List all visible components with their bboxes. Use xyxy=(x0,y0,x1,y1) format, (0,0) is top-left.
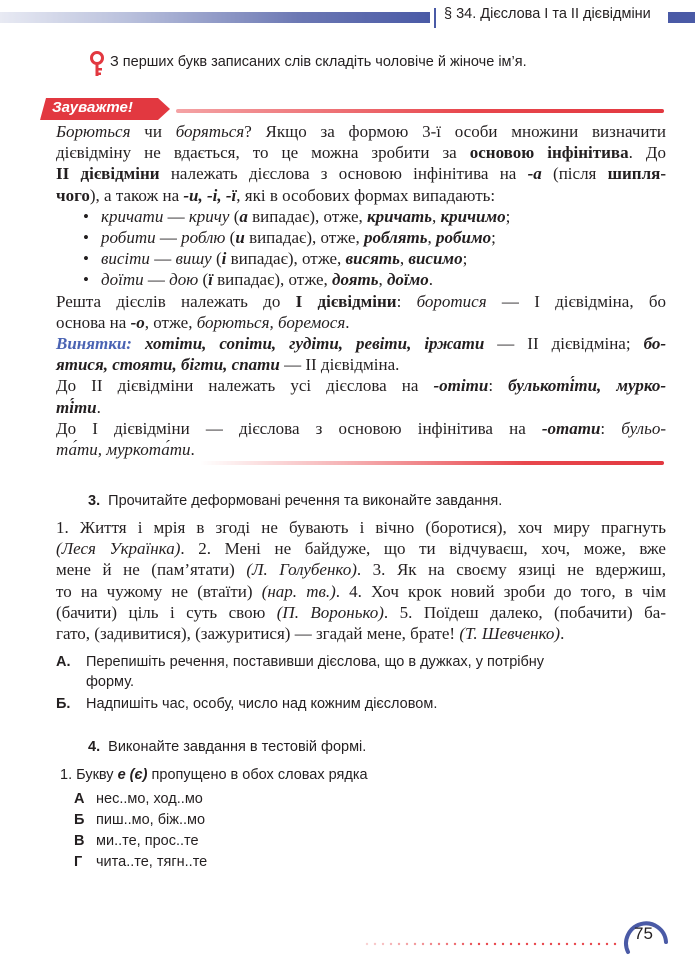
rule-line: та́ти, муркота́ти. xyxy=(56,440,195,460)
exceptions-line: ятися, стояти, бігти, спати — ІІ дієвідміна. xyxy=(56,355,400,375)
rule-bullet: • висіти — вишу (і випадає), отже, висять, висимо; xyxy=(56,248,666,269)
answer-option[interactable]: В ми..те, прос..те xyxy=(74,833,199,849)
header-separator xyxy=(434,8,436,28)
rule-line: Решта дієслів належать до І дієвідміни: боротися — І дієвідміна, бо xyxy=(56,291,666,311)
rule-line: ті́ти. xyxy=(56,397,101,417)
test-question: 1. Букву е (є) пропущено в обох словах рядка xyxy=(60,767,368,783)
header-decor-bar xyxy=(0,12,430,23)
exercise-line: то на чужому не (втаїти) (нар. тв.). 4. Хоч крок новий зроби до того, в чім xyxy=(56,581,666,601)
exercise-line: гато, (задивитися), (зажуритися) — згадай мене, брате! (Т. Шевченко). xyxy=(56,624,565,644)
rule-line: До ІІ дієвідміни належать усі дієслова на -отіти: булькоті́ти, мурко- xyxy=(56,376,666,396)
rule-line: дієвідміну не вдається, то це можна зробити за основою інфінітива. До xyxy=(56,143,666,163)
footer-dots xyxy=(365,942,650,946)
answer-option[interactable]: Г чита..те, тягн..те xyxy=(74,854,208,870)
exercise-line: (бачити) ціль і суть свою (П. Воронько). 5. Поїдеш далеко, (побачити) ба- xyxy=(56,602,666,622)
rule-bullet: • кричати — кричу (а випадає), отже, кричать, кричимо; xyxy=(56,206,666,227)
answer-option[interactable]: А нес..мо, ход..мо xyxy=(74,791,203,807)
section-title: § 34. Дієслова І та ІІ дієвідміни xyxy=(444,6,651,22)
key-icon xyxy=(88,51,106,77)
task-note: З перших букв записаних слів складіть чоловіче й жіноче ім’я. xyxy=(110,54,527,70)
rule-line: ІІ дієвідміни належать дієслова з основою інфінітива на -а (після шипля- xyxy=(56,164,666,184)
grammar-rule xyxy=(56,121,666,460)
rule-bullet: • доїти — дою (ї випадає), отже, доять, доїмо. xyxy=(56,269,666,290)
exercise-4-title: 4. Виконайте завдання в тестовій формі. xyxy=(88,739,367,755)
note-divider-top xyxy=(176,109,664,113)
rule-line: основа на -о, отже, борються, боремося. xyxy=(56,312,350,332)
exercise-line: мене й не (пам’ятати) (Л. Голубенко). 3. Як на своєму язиці не вдержиш, xyxy=(56,560,666,580)
exercise-3-title: 3. Прочитайте деформовані речення та виконайте завдання. xyxy=(88,493,503,509)
exercise-3-text xyxy=(56,517,666,644)
exceptions-line: Винятки: хотіти, сопіти, гудіти, ревіти, іржати — ІІ дієвідміна; бо- xyxy=(56,334,666,354)
exercise-line: 1. Життя і мрія в згоді не бувають і вічно (боротися), хоч миру прагнуть xyxy=(56,518,666,537)
rule-line: До І дієвідміни — дієслова з основою інфінітива на -отати: бульо- xyxy=(56,418,666,438)
rule-line: Борються чи боряться? Якщо за формою 3-ї особи множини визначити xyxy=(56,122,666,141)
note-label: Зауважте! xyxy=(52,99,133,116)
page-number: 75 xyxy=(634,924,653,943)
exercise-line: (Леся Українка). 2. Мені не байдуже, що ти відчуваєш, хоч, може, вже xyxy=(56,539,666,559)
task-b: Б. Надпишіть час, особу, число над кожним дієсловом. xyxy=(56,696,438,712)
header-right-bar xyxy=(668,12,695,23)
rule-line: чого), а також на -и, -і, -ї, які в особових формах випадають: xyxy=(56,185,496,205)
note-divider-bottom xyxy=(200,461,664,465)
task-a: А. Перепишіть речення, поставивши дієслова, що в дужках, у потрібну форму. xyxy=(56,654,545,690)
rule-bullet: • робити — роблю (и випадає), отже, роблять, робимо; xyxy=(56,227,666,248)
answer-option[interactable]: Б пиш..мо, біж..мо xyxy=(74,812,206,828)
